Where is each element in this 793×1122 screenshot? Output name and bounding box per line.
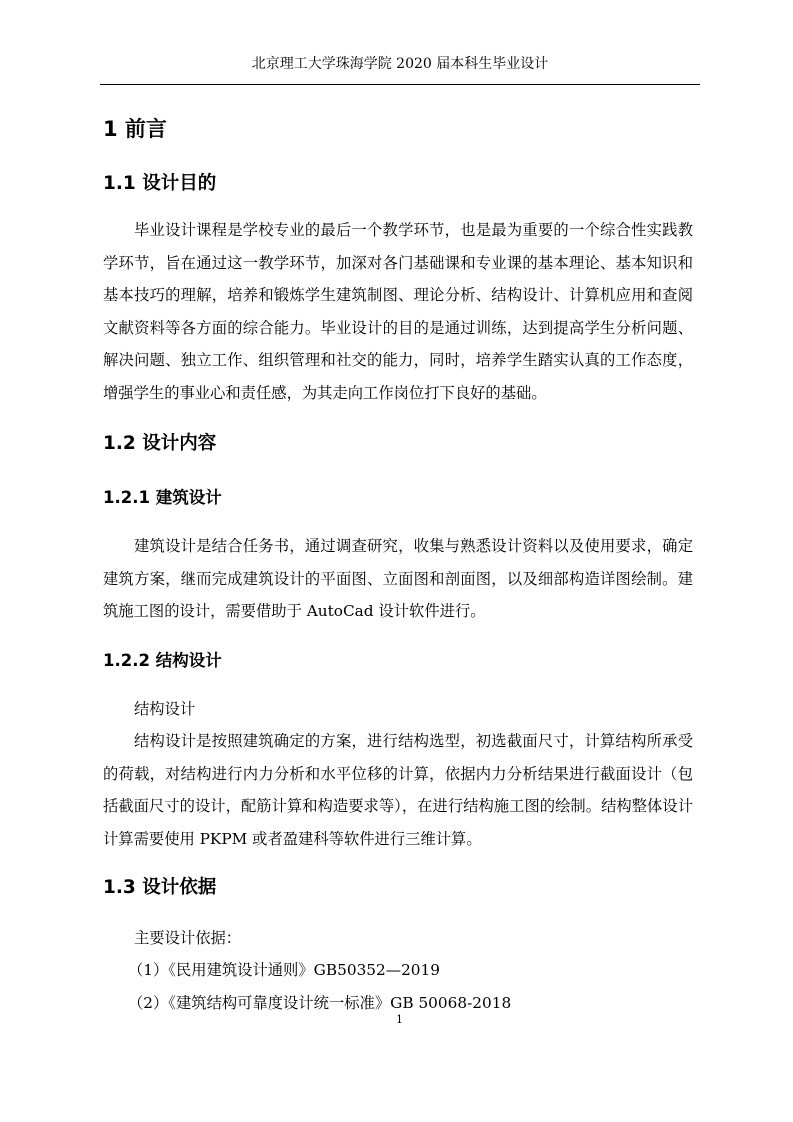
reference-item: （1）《民用建筑设计通则》GB50352—2019 bbox=[128, 961, 440, 979]
page-number: 1 bbox=[396, 1013, 403, 1026]
section-1-2-1-title: 1.2.1 建筑设计 bbox=[103, 488, 222, 507]
page-header: 北京理工大学珠海学院 2020 届本科生毕业设计 bbox=[251, 56, 549, 72]
chapter-title: 1 前言 bbox=[103, 117, 167, 141]
section-1-1-paragraph: 毕业设计课程是学校专业的最后一个教学环节，也是最为重要的一个综合性实践教学环节，旨在通过这一教学环节，加深对各门基础课和专业课的基本理论、基本知识和基本技巧的理解，培养和锻炼学生建筑制图、理论分析、结构设计、计算机应用和查阅文献资料等各方面的综合能力。毕业设计的目的是通过训练，达到提高学生分析问题、解决问题、独立工作、组织管理和社交的能力，同时，培养学生踏实认真的工作态度，增强学生的事业心和责任感，为其走向工作岗位打下良好的基础。 bbox=[103, 221, 693, 402]
section-1-2-2-title: 1.2.2 结构设计 bbox=[103, 651, 222, 670]
section-1-2-1-paragraph: 建筑设计是结合任务书，通过调查研究，收集与熟悉设计资料以及使用要求，确定建筑方案，继而完成建筑设计的平面图、立面图和剖面图，以及细部构造详图绘制。建筑施工图的设计，需要借助于 AutoCad 设计软件进行。 bbox=[103, 537, 693, 620]
header-rule bbox=[100, 84, 700, 85]
section-1-3-intro: 主要设计依据： bbox=[134, 929, 242, 947]
section-1-3-title: 1.3 设计依据 bbox=[103, 877, 217, 898]
reference-item: （2）《建筑结构可靠度设计统一标准》GB 50068-2018 bbox=[128, 994, 512, 1012]
section-1-2-title: 1.2 设计内容 bbox=[103, 433, 217, 454]
section-1-2-2-label: 结构设计 bbox=[134, 700, 196, 718]
section-1-2-2-paragraph: 结构设计是按照建筑确定的方案，进行结构选型，初选截面尺寸，计算结构所承受的荷载，对结构进行内力分析和水平位移的计算，依据内力分析结果进行截面设计（包括截面尺寸的设计，配筋计算和构造要求等），在进行结构施工图的绘制。结构整体设计计算需要使用 PKPM 或者盈建科等软件进行三维计算。 bbox=[103, 732, 693, 848]
section-1-1-title: 1.1 设计目的 bbox=[103, 173, 217, 194]
